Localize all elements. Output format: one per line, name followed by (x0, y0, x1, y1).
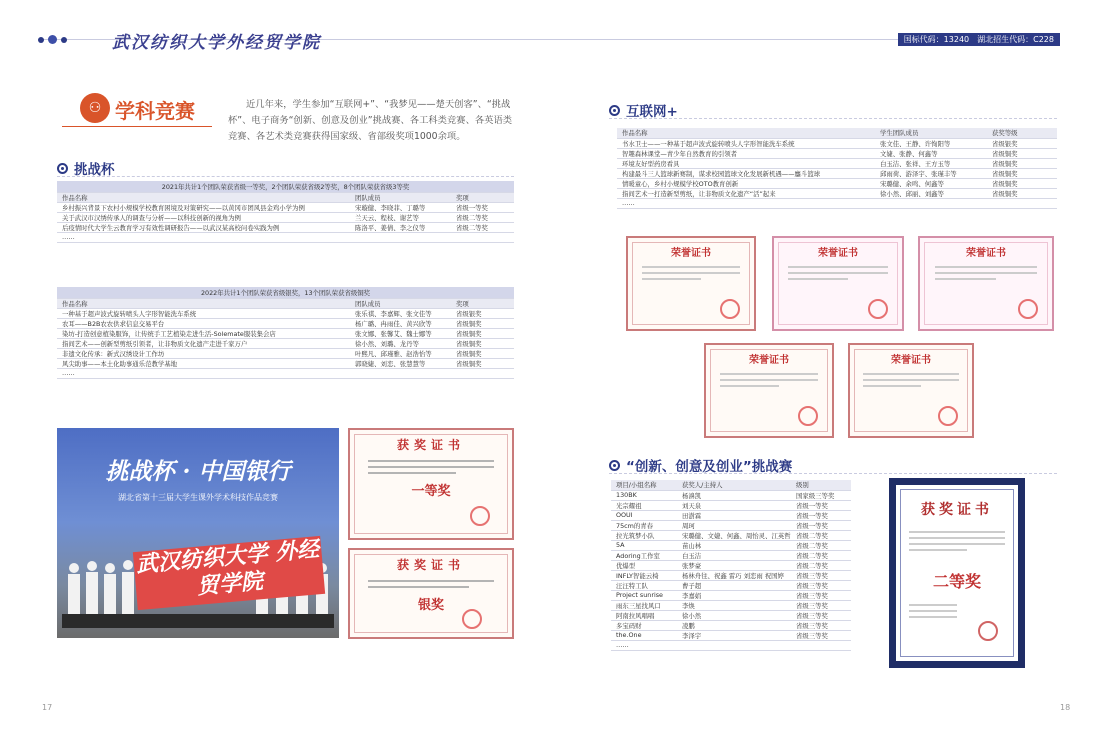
table-row (611, 570, 851, 580)
table-caption-text: 2022年共计1个团队荣获省级银奖，13个团队荣获省级铜奖 (57, 287, 514, 298)
divider (609, 118, 1057, 119)
table-header (617, 128, 1057, 138)
certificate-title: 荣誉证书 (749, 355, 789, 366)
column-header: 奖项 (451, 192, 514, 202)
table-cell: 雨东三星找风口 (611, 600, 677, 610)
table-cell: 刘天泉 (677, 500, 791, 510)
subsection-label: 互联网+ (626, 104, 678, 120)
table-cell (875, 198, 987, 208)
table-cell: 指间艺术——创新型剪纸引领者，让非物质文化遗产走进千家万户 (57, 338, 350, 348)
table-cell: the.One (611, 630, 677, 640)
table-cell: 省级一等奖 (791, 510, 851, 520)
table-cell: …… (57, 232, 350, 242)
table-cell: …… (57, 368, 350, 378)
table-cell (350, 232, 451, 242)
table-header (57, 298, 514, 308)
table-cell: 凌鹏 (677, 620, 791, 630)
table-row (611, 610, 851, 620)
table-cell: Adoring工作室 (611, 550, 677, 560)
table-cell: 省级铜奖 (987, 188, 1057, 198)
enrollment-codes: 国标代码：13240 湖北招生代码：C228 (898, 33, 1060, 46)
dot-icon (48, 35, 57, 44)
table-cell: 光宗耀祖 (611, 500, 677, 510)
certificate-award: 二等奖 (932, 572, 981, 591)
table-cell: 乡村振兴背景下农村小规模学校教育困境及对策研究——以黄冈市团风县金鸡小学为例 (57, 202, 350, 212)
certificate-title: 获奖证书 (396, 558, 465, 572)
table-cell: 省级铜奖 (987, 168, 1057, 178)
table-cell: 130BK (611, 490, 677, 500)
table-cell: 徐小然、刘璐、龙丹等 (350, 338, 451, 348)
table-cell: 优爆型 (611, 560, 677, 570)
table-cell: 多宝码财 (611, 620, 677, 630)
table-cell (451, 232, 514, 242)
table-row (57, 202, 514, 212)
seal-icon (868, 299, 888, 319)
table-row (617, 168, 1057, 178)
table-cell (451, 368, 514, 378)
table-cell: 白玉洁 (677, 550, 791, 560)
subsection-title-internet-plus (609, 100, 678, 120)
table-cell: 省级三等奖 (791, 580, 851, 590)
table-cell: 省级一等奖 (451, 202, 514, 212)
column-header: 团队成员 (350, 298, 451, 308)
table-cell: 75cm的青春 (611, 520, 677, 530)
table-cell: 一种基于超声波式旋转喷头人字形智能洗车系统 (57, 308, 350, 318)
table-internet-plus (617, 128, 1057, 209)
certificate-second-prize (889, 478, 1025, 668)
table-cell: 染坊-打造创意植染服饰，让传统手工艺植染走进生活-Solemate服装集会店 (57, 328, 350, 338)
person-icon: ⚇ (80, 93, 110, 123)
table-cell: 省级二等奖 (791, 530, 851, 540)
table-cell: 宋璇健、李晓菲、丁璐等 (350, 202, 451, 212)
table-cell: 张文娜、张馨艾、魏士娜等 (350, 328, 451, 338)
certificate-honor-3 (918, 236, 1054, 331)
seal-icon (470, 506, 490, 526)
table-cell: 指间艺术一打造新型剪纸，让非物质文化遗产“活”起来 (617, 188, 875, 198)
target-icon (609, 460, 620, 471)
column-header: 获奖等级 (987, 128, 1057, 138)
column-header: 获奖人/主持人 (677, 480, 791, 490)
table-row (617, 148, 1057, 158)
table-cell: 张梦豪 (677, 560, 791, 570)
table-cell: 邱雨荷、游泽宇、张瑾丰等 (875, 168, 987, 178)
table-cell: 省级银奖 (987, 138, 1057, 148)
table-cell: 徐小然、邱丽、刘鑫等 (875, 188, 987, 198)
table-cell: 郭晓婕、刘恋、张慧慧等 (350, 358, 451, 368)
table-header (57, 192, 514, 202)
table-cell: 省级二等奖 (791, 540, 851, 550)
dot-icon (38, 37, 44, 43)
table-row (57, 222, 514, 232)
table-cell (987, 198, 1057, 208)
table-row (57, 368, 514, 378)
table-cell: 兰天云、程枝、谢艺等 (350, 212, 451, 222)
certificate-honor-5 (848, 343, 974, 438)
table-cell: 环境友好型药房看具 (617, 158, 875, 168)
table-cell: 省级铜奖 (451, 348, 514, 358)
certificate-honor-2 (772, 236, 904, 331)
certificate-award: 一等奖 (411, 484, 451, 499)
table-cell: 省级铜奖 (451, 328, 514, 338)
section-underline (62, 126, 212, 127)
target-icon (609, 105, 620, 116)
table-row (611, 620, 851, 630)
table-row (57, 212, 514, 222)
table-cell: 白玉洁、张祥、王方玉等 (875, 158, 987, 168)
table-cell: 非遗文化传承：新式汉绣设计工作坊 (57, 348, 350, 358)
table-cell: 省级铜奖 (451, 358, 514, 368)
table-cell: 省级铜奖 (451, 318, 514, 328)
dot-icon (61, 37, 67, 43)
table-row (611, 540, 851, 550)
table-cell: 省级三等奖 (791, 620, 851, 630)
table-row (611, 500, 851, 510)
school-name: 武汉纺织大学外经贸学院 (112, 33, 321, 53)
table-cell: 杨濞凯 (677, 490, 791, 500)
table-cell: 苗山林 (677, 540, 791, 550)
table-row (611, 530, 851, 540)
table-cell: 周珂 (677, 520, 791, 530)
table-cell: OOUI (611, 510, 677, 520)
table-cell: 文婕、张静、何鑫等 (875, 148, 987, 158)
column-header: 学生团队成员 (875, 128, 987, 138)
table-cell: 汪汪特工队 (611, 580, 677, 590)
table-row (57, 328, 514, 338)
table-cell: …… (611, 640, 677, 650)
table-cell (350, 368, 451, 378)
table-cell (677, 640, 791, 650)
table-caption (57, 181, 514, 192)
table-row (617, 178, 1057, 188)
subsection-label: 挑战杯 (74, 162, 115, 178)
section-intro: 近几年来，学生参加“互联网+”、“我梦见——楚天创客”、“挑战杯”、电子商务“创新、创意及创业”挑战赛、各工科类竞赛、各英语类竞赛、各艺术类竞赛获得国家级、省部级奖项1000余项。 (228, 99, 513, 142)
table-cell: Project sunrise (611, 590, 677, 600)
table-cell: 书水卫士——一种基于超声波式旋转喷头人字形智能洗车系统 (617, 138, 875, 148)
table-cell: 阿南拉风唱唱 (611, 610, 677, 620)
table-cell: 省级银奖 (451, 308, 514, 318)
certificate-first-prize (348, 428, 514, 540)
table-cell: 省级一等奖 (791, 500, 851, 510)
table-cell: 李泽宇 (677, 630, 791, 640)
table-cell: 杨林舟往、祝鑫 雷巧 刘恋雨 祝国婷 (677, 570, 791, 580)
page-number-right: 18 (1060, 703, 1071, 712)
table-row (57, 348, 514, 358)
photo-title: 挑战杯 · 中国银行 (105, 458, 291, 485)
column-header: 项目/小组名称 (611, 480, 677, 490)
table-cell: 杨广璐、冉雨佳、黄兴欣等 (350, 318, 451, 328)
table-ecommerce (611, 480, 851, 651)
page-number-left: 17 (42, 703, 53, 712)
table-cell: 省级铜奖 (987, 158, 1057, 168)
table-cell: 陈洛平、姜倩、李之仪等 (350, 222, 451, 232)
table-cell (791, 640, 851, 650)
table-cell: 省级铜奖 (987, 178, 1057, 188)
certificate-honor-1 (626, 236, 756, 331)
table-row (611, 600, 851, 610)
table-cell: 曹子超 (677, 580, 791, 590)
header-dots (38, 34, 108, 46)
table-cell: 构建最斗三人篮球新赛制，谋求校园篮球文化发展新机遇——鏖斗篮球 (617, 168, 875, 178)
table-cell: 省级三等奖 (791, 590, 851, 600)
section-title: 学科竞赛 (115, 99, 195, 123)
column-header: 团队成员 (350, 192, 451, 202)
table-cell: 张乐祺、李嘉辉、张文佳等 (350, 308, 451, 318)
seal-icon (720, 299, 740, 319)
table-cell: 智趣森林课堂—青少年自然教育的引领者 (617, 148, 875, 158)
seal-icon (978, 621, 998, 641)
table-cell: INFLY智能云椅 (611, 570, 677, 580)
table-cell: 情暖童心，乡村小规模学校OTO教育创新 (617, 178, 875, 188)
table-row (611, 640, 851, 650)
column-header: 级别 (791, 480, 851, 490)
table-tiaozhanbei-2021 (57, 181, 514, 243)
table-cell: 5A (611, 540, 677, 550)
certificate-title: 荣誉证书 (966, 248, 1006, 259)
table-cell: 省级三等奖 (791, 600, 851, 610)
table-cell: 李嘉娟 (677, 590, 791, 600)
table-cell: 宋璐健、余鸣、何鑫等 (875, 178, 987, 188)
table-row (57, 318, 514, 328)
table-row (611, 490, 851, 500)
certificate-silver (348, 548, 514, 639)
seal-icon (1018, 299, 1038, 319)
table-cell: 叶熙凡、邱瑾雅、赵浩怡等 (350, 348, 451, 358)
school-banner: 武汉纺织大学 外经贸学院 (133, 536, 325, 610)
table-cell: 宋璐健、文婕、何鑫、周怡灵、江英哲 (677, 530, 791, 540)
table-row (617, 138, 1057, 148)
table-cell: 省级铜奖 (987, 148, 1057, 158)
column-header: 作品名称 (57, 192, 350, 202)
table-row (611, 520, 851, 530)
column-header: 作品名称 (57, 298, 350, 308)
team-photo (57, 428, 339, 638)
table-row (611, 510, 851, 520)
table-cell: 省级二等奖 (451, 212, 514, 222)
table-cell: 省级三等奖 (791, 570, 851, 580)
divider (609, 473, 1057, 474)
seal-icon (462, 609, 482, 629)
table-cell: …… (617, 198, 875, 208)
table-row (57, 232, 514, 242)
subsection-title-ecommerce (609, 455, 792, 475)
table-cell: 田澍霖 (677, 510, 791, 520)
table-cell: 拉光筑梦小队 (611, 530, 677, 540)
table-caption-text: 2021年共计1个团队荣获省级一等奖，2个团队荣获省级2等奖，8个团队荣获省级3等奖 (57, 181, 514, 192)
table-row (611, 590, 851, 600)
table-cell: 国家级三等奖 (791, 490, 851, 500)
photo-subtitle: 湖北省第十三届大学生课外学术科技作品竞赛 (118, 493, 278, 502)
table-cell: 省级二等奖 (451, 222, 514, 232)
certificate-title: 获奖证书 (921, 502, 993, 518)
table-cell: 省级二等奖 (791, 560, 851, 570)
table-row (611, 580, 851, 590)
target-icon (57, 163, 68, 174)
table-row (57, 338, 514, 348)
table-row (617, 158, 1057, 168)
seal-icon (938, 406, 958, 426)
subsection-label: “创新、创意及创业”挑战赛 (626, 459, 793, 475)
table-cell: 省级铜奖 (451, 338, 514, 348)
table-tiaozhanbei-2022 (57, 287, 514, 379)
certificate-award: 银奖 (417, 598, 444, 613)
certificate-title: 荣誉证书 (818, 248, 858, 259)
seal-icon (798, 406, 818, 426)
table-cell: 农耳——B2B农农供求信息交易平台 (57, 318, 350, 328)
table-row (617, 188, 1057, 198)
table-row (611, 560, 851, 570)
table-cell: 关于武汉市汉绣传承人的调查与分析——以科技创新的视角为例 (57, 212, 350, 222)
table-cell: 李焕 (677, 600, 791, 610)
column-header: 作品名称 (617, 128, 875, 138)
subsection-title-tiaozhanbei (57, 158, 115, 178)
table-row (617, 198, 1057, 208)
certificate-title: 荣誉证书 (891, 355, 931, 366)
certificate-title: 获奖证书 (396, 438, 465, 452)
table-header (611, 480, 851, 490)
table-row (57, 358, 514, 368)
table-cell: 省级二等奖 (791, 550, 851, 560)
table-cell: 省级一等奖 (791, 520, 851, 530)
column-header: 奖项 (451, 298, 514, 308)
certificate-title: 荣誉证书 (671, 248, 711, 259)
table-row (611, 550, 851, 560)
table-row (57, 308, 514, 318)
table-cell: 徐小然 (677, 610, 791, 620)
table-cell: 后疫情时代大学生云教育学习有效性调研报告——以武汉某高校问卷实践为例 (57, 222, 350, 232)
table-cell: 风尖助事——本土化助事通乐范教学基地 (57, 358, 350, 368)
table-cell: 省级三等奖 (791, 630, 851, 640)
table-cell: 省级三等奖 (791, 610, 851, 620)
divider (57, 176, 514, 177)
table-row (611, 630, 851, 640)
table-caption (57, 287, 514, 298)
certificate-honor-4 (704, 343, 834, 438)
table-cell: 张文佳、王静、许恂阳等 (875, 138, 987, 148)
